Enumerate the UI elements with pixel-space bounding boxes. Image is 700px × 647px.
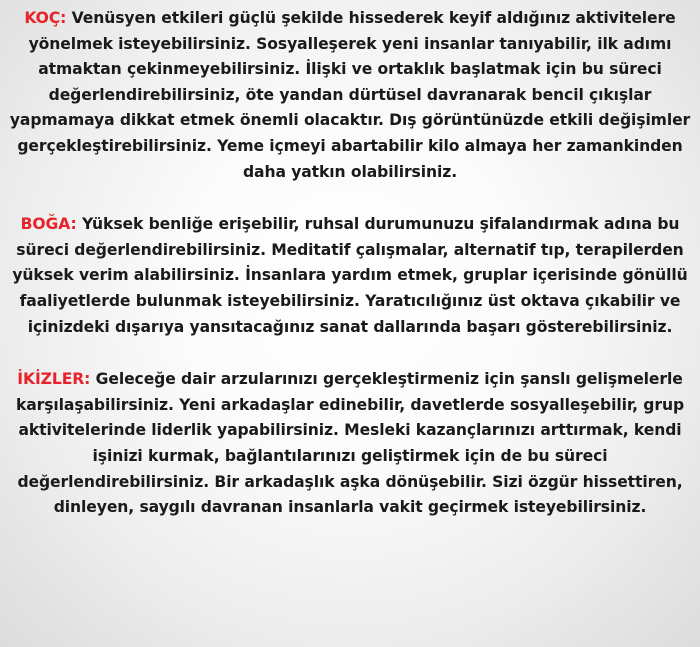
sign-label-koc: KOÇ: [24,9,67,27]
horoscope-section-ikizler [8,367,692,521]
sign-label-ikizler: İKİZLER: [17,370,91,389]
horoscope-section-boga [8,212,692,340]
horoscope-section-koc [8,6,692,185]
horoscope-text-boga: Yüksek benliğe erişebilir, ruhsal durumunuzu şifalandırmak adına bu süreci değerlendirebilirsiniz. Meditatif çalışmalar, alternatif tıp, terapilerden yüksek verim alabilirsiniz. İnsanlara yardım etmek, gruplar içerisinde gönüllü faaliyetlerde bulunmak isteyebilirsiniz. Yaratıcılığınız üst oktava çıkabilir ve içinizdeki dışarıya yansıtacağınız sanat dallarında başarı gösterebilirsiniz. [12,215,688,336]
sign-label-boga: BOĞA: [20,215,77,234]
horoscope-text-ikizler: Geleceğe dair arzularınızı gerçekleştirmeniz için şanslı gelişmelerle karşılaşabilirsiniz. Yeni arkadaşlar edinebilir, davetlerde sosyalleşebilir, grup aktivitelerinde liderlik yapabilirsiniz. Mesleki kazançlarınızı arttırmak, kendi işinizi kurmak, bağlantılarınızı geliştirmek için de bu süreci değerlendirebilirsiniz. Bir arkadaşlık aşka dönüşebilir. Sizi özgür hissettiren, dinleyen, saygılı davranan insanlarla vakit geçirmek isteyebilirsiniz. [15,370,685,517]
horoscope-text-koc: Venüsyen etkileri güçlü şekilde hissederek keyif aldığınız aktivitelere yönelmek isteyebilirsiniz. Sosyalleşerek yeni insanlar tanıyabilir, ilk adımı atmaktan çekinmeyebilirsiniz. İlişki ve ortaklık başlatmak için bu süreci değerlendirebilirsiniz, öte yandan dürtüsel davranarak bencil çıkışlar yapmamaya dikkat etmek önemli olacaktır. Dış görüntünüzde etkili değişimler gerçekleştirebilirsiniz. Yeme içmeyi abartabilir kilo almaya her zamankinden daha yatkın olabilirsiniz. [9,9,691,181]
